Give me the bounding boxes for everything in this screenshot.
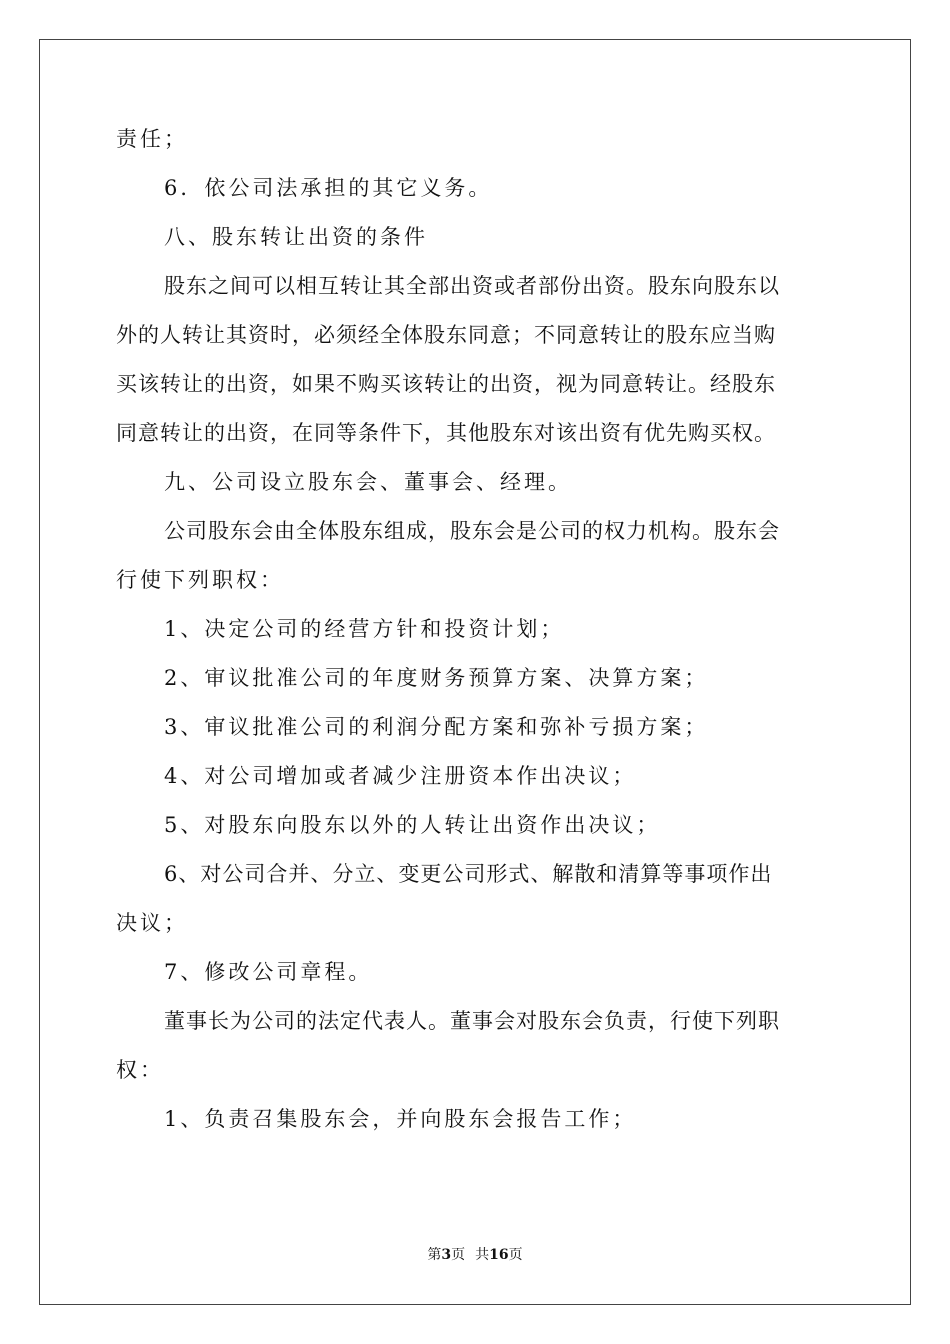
- list-item: 4、对公司增加或者减少注册资本作出决议；: [164, 764, 637, 788]
- paragraph-line: 买该转让的出资，如果不购买该转让的出资，视为同意转让。经股东: [116, 372, 776, 396]
- section-heading: 八、股东转让出资的条件: [164, 225, 428, 249]
- footer-page-suffix: 页: [451, 1247, 466, 1263]
- paragraph-line: 行使下列职权：: [116, 568, 284, 592]
- footer-page-number: 3: [441, 1247, 452, 1263]
- list-item: 5、对股东向股东以外的人转让出资作出决议；: [164, 813, 661, 837]
- page-footer: [0, 1246, 950, 1264]
- list-item: 1、负责召集股东会，并向股东会报告工作；: [164, 1107, 637, 1131]
- list-item: 7、修改公司章程。: [164, 960, 373, 984]
- paragraph-line: 外的人转让其资时，必须经全体股东同意；不同意转让的股东应当购: [116, 323, 776, 347]
- paragraph-line: 责任；: [116, 127, 188, 151]
- list-item: 2、审议批准公司的年度财务预算方案、决算方案；: [164, 666, 709, 690]
- paragraph-line: 董事长为公司的法定代表人。董事会对股东会负责，行使下列职: [164, 1009, 780, 1033]
- footer-total-prefix: 共: [475, 1247, 490, 1263]
- footer-page-prefix: 第: [427, 1247, 442, 1263]
- list-item-continuation: 决议；: [116, 911, 188, 935]
- list-item: 6、对公司合并、分立、变更公司形式、解散和清算等事项作出: [164, 862, 773, 886]
- paragraph-line: 权：: [116, 1058, 164, 1082]
- paragraph-line: 股东之间可以相互转让其全部出资或者部份出资。股东向股东以: [164, 274, 780, 298]
- list-item: 3、审议批准公司的利润分配方案和弥补亏损方案；: [164, 715, 709, 739]
- list-item: 1、决定公司的经营方针和投资计划；: [164, 617, 565, 641]
- document-body: [116, 127, 836, 1156]
- footer-total-suffix: 页: [508, 1247, 523, 1263]
- section-heading: 九、公司设立股东会、董事会、经理。: [164, 470, 572, 494]
- paragraph-line: 6．依公司法承担的其它义务。: [164, 176, 493, 200]
- paragraph-line: 公司股东会由全体股东组成，股东会是公司的权力机构。股东会: [164, 519, 780, 543]
- footer-total-pages: 16: [489, 1247, 509, 1263]
- paragraph-line: 同意转让的出资，在同等条件下，其他股东对该出资有优先购买权。: [116, 421, 776, 445]
